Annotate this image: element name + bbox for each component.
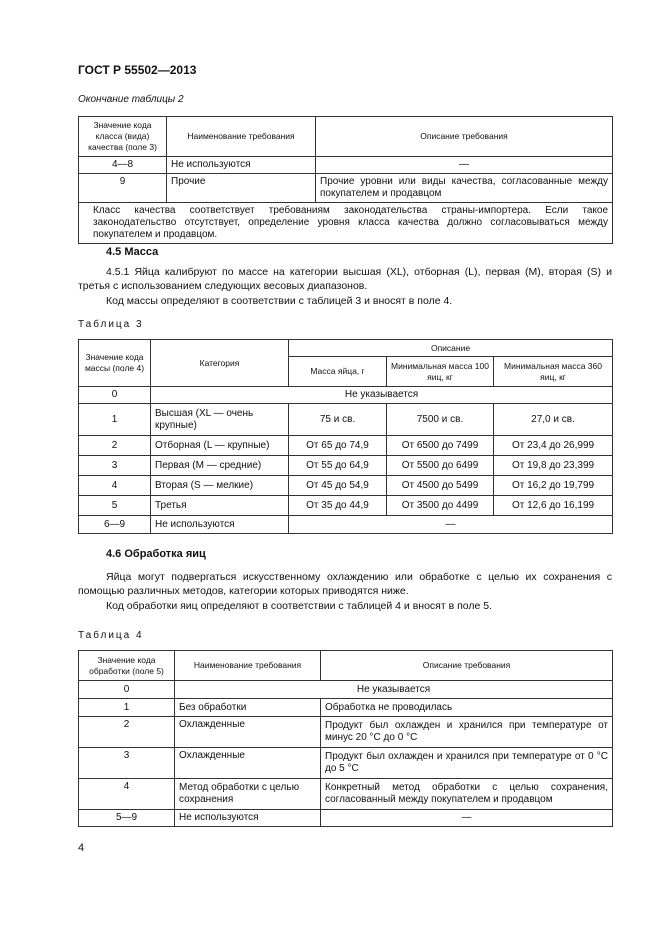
t3-subheader: Минимальная масса 100 яиц, кг xyxy=(387,357,494,387)
t3-cell: 4 xyxy=(79,476,151,496)
t4-cell: 0 xyxy=(79,681,175,699)
t2-cell: 9 xyxy=(79,174,167,203)
t4-cell: Охлажденные xyxy=(175,717,321,748)
table-row xyxy=(79,748,613,779)
t3-cell: От 23,4 до 26,999 xyxy=(494,436,613,456)
table2-caption: Окончание таблицы 2 xyxy=(78,94,184,105)
table-4 xyxy=(78,650,613,827)
t3-cell: Первая (М — средние) xyxy=(151,456,289,476)
section-4-6-paragraph-2: Код обработки яиц определяют в соответствии с таблицей 4 и вносят в поле 5. xyxy=(106,600,493,612)
table-row xyxy=(79,681,613,699)
table-row xyxy=(79,810,613,827)
page-number: 4 xyxy=(78,842,85,854)
section-4-6-paragraph: Яйца могут подвергаться искусственному охлаждению или обработке с целью их сохранения с помощью различных методов, категории которых приводятся ниже. xyxy=(78,571,612,597)
t4-cell: Обработка не проводилась xyxy=(321,699,613,717)
t3-cell: 6—9 xyxy=(79,516,151,534)
t3-cell: Высшая (XL — очень крупные) xyxy=(151,404,289,436)
table-2 xyxy=(78,116,613,244)
t3-cell: 27,0 и св. xyxy=(494,404,613,436)
t2-cell: Не используются xyxy=(167,157,316,174)
table-row xyxy=(79,436,613,456)
document-header: ГОСТ Р 55502—2013 xyxy=(78,63,197,77)
t3-cell: 3 xyxy=(79,456,151,476)
table-row xyxy=(79,387,613,404)
t3-subheader: Масса яйца, г xyxy=(289,357,387,387)
t3-cell: От 65 до 74,9 xyxy=(289,436,387,456)
t4-header-desc: Описание требования xyxy=(321,651,613,681)
t4-cell: Не используются xyxy=(175,810,321,827)
t3-cell: Третья xyxy=(151,496,289,516)
t3-cell: От 12,6 до 16,199 xyxy=(494,496,613,516)
t3-cell: От 45 до 54,9 xyxy=(289,476,387,496)
t3-cell: 5 xyxy=(79,496,151,516)
t3-cell: Вторая (S — мелкие) xyxy=(151,476,289,496)
t3-cell: От 19,8 до 23,399 xyxy=(494,456,613,476)
t4-cell: Продукт был охлажден и хранился при температуре от 0 °С до 5 °С xyxy=(321,748,613,779)
t2-cell: — xyxy=(316,157,613,174)
t4-cell: 3 xyxy=(79,748,175,779)
table4-caption: Таблица 4 xyxy=(78,630,144,641)
t3-cell: — xyxy=(289,516,613,534)
t4-cell: Метод обработки с целью сохранения xyxy=(175,779,321,810)
t3-cell: 1 xyxy=(79,404,151,436)
t4-cell: 4 xyxy=(79,779,175,810)
t4-cell: 5—9 xyxy=(79,810,175,827)
table-row xyxy=(79,496,613,516)
t2-note: Класс качества соответствует требованиям законодательства страны-импортера. Если такое законодательство отсутствует, определение уровня класса качества должно согласовываться между покупателем и продавцом. xyxy=(79,203,613,244)
table-row xyxy=(79,779,613,810)
table-row xyxy=(79,203,613,244)
t2-cell: Прочие уровни или виды качества, согласованные между покупателем и продавцом xyxy=(316,174,613,203)
t4-cell: Конкретный метод обработки с целью сохранения, согласованный между покупателем и продавцом xyxy=(321,779,613,810)
t3-cell: Не используются xyxy=(151,516,289,534)
t3-cell: От 55 до 64,9 xyxy=(289,456,387,476)
t4-header-name: Наименование требования xyxy=(175,651,321,681)
t4-cell: Охлажденные xyxy=(175,748,321,779)
t4-cell: 1 xyxy=(79,699,175,717)
t3-cell: От 16,2 до 19,799 xyxy=(494,476,613,496)
t3-cell: От 35 до 44,9 xyxy=(289,496,387,516)
table-row xyxy=(79,717,613,748)
t3-cell: 75 и св. xyxy=(289,404,387,436)
t4-cell: Без обработки xyxy=(175,699,321,717)
t2-header-desc: Описание требования xyxy=(316,117,613,157)
table-3 xyxy=(78,339,613,534)
t3-cell: Отборная (L — крупные) xyxy=(151,436,289,456)
t3-cell: 7500 и св. xyxy=(387,404,494,436)
t3-header-category: Категория xyxy=(151,340,289,387)
t4-cell: Не указывается xyxy=(175,681,613,699)
table-row xyxy=(79,476,613,496)
table-row xyxy=(79,157,613,174)
t4-cell: 2 xyxy=(79,717,175,748)
t4-cell: — xyxy=(321,810,613,827)
t3-cell: От 6500 до 7499 xyxy=(387,436,494,456)
table-row xyxy=(79,456,613,476)
t3-cell: Не указывается xyxy=(151,387,613,404)
table-row xyxy=(79,174,613,203)
t4-cell: Продукт был охлажден и хранился при температуре от минус 20 °С до 0 °С xyxy=(321,717,613,748)
table-row xyxy=(79,699,613,717)
table-row xyxy=(79,516,613,534)
t2-header-name: Наименование требования xyxy=(167,117,316,157)
t3-header-code: Значение кода массы (поле 4) xyxy=(79,340,151,387)
t2-cell: 4—8 xyxy=(79,157,167,174)
section-4-5-paragraph: 4.5.1 Яйца калибруют по массе на категории высшая (XL), отборная (L), первая (M), вторая (S) и третья с использованием следующих весовых диапазонов. xyxy=(78,266,612,292)
t3-cell: От 5500 до 6499 xyxy=(387,456,494,476)
t3-subheader: Минимальная масса 360 яиц, кг xyxy=(494,357,613,387)
t3-header-description: Описание xyxy=(289,340,613,357)
section-4-5-paragraph-2: Код массы определяют в соответствии с таблицей 3 и вносят в поле 4. xyxy=(106,295,453,307)
t3-cell: 2 xyxy=(79,436,151,456)
table3-caption: Таблица 3 xyxy=(78,319,144,330)
t3-cell: От 3500 до 4499 xyxy=(387,496,494,516)
t4-header-code: Значение кода обработки (поле 5) xyxy=(79,651,175,681)
table-row xyxy=(79,404,613,436)
section-4-5-heading: 4.5 Масса xyxy=(106,246,159,258)
t3-cell: 0 xyxy=(79,387,151,404)
section-4-6-heading: 4.6 Обработка яиц xyxy=(106,548,206,560)
t2-cell: Прочие xyxy=(167,174,316,203)
t3-cell: От 4500 до 5499 xyxy=(387,476,494,496)
t2-header-code: Значение кода класса (вида) качества (поле 3) xyxy=(79,117,167,157)
